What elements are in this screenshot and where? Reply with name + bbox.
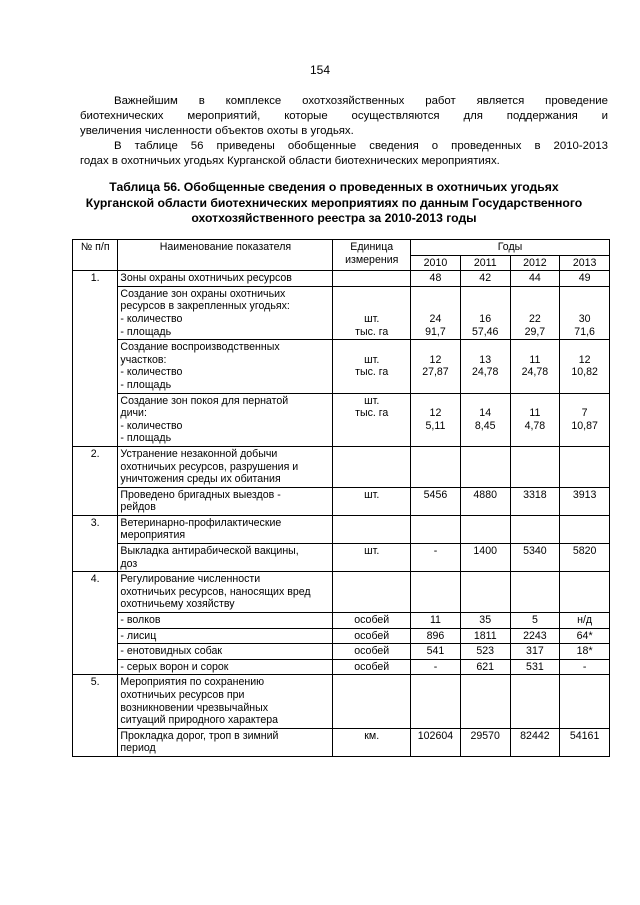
cell-value: 317 <box>510 644 560 660</box>
cell-number: 2. <box>73 446 118 515</box>
cell-value <box>411 675 461 728</box>
cell-value <box>411 515 461 543</box>
cell-value: 49 <box>560 271 610 287</box>
cell-value: 35 <box>460 613 510 629</box>
header-year: 2012 <box>510 255 560 271</box>
cell-value <box>460 515 510 543</box>
cell-unit <box>333 446 411 487</box>
table-title <box>60 180 608 227</box>
cell-value: 82442 <box>510 728 560 756</box>
cell-value <box>460 446 510 487</box>
table-title-line: Курганской области биотехнических мероприятиях по данным Государственного <box>85 195 583 210</box>
cell-value <box>411 446 461 487</box>
cell-value: - <box>560 659 610 675</box>
cell-value: 29570 <box>460 728 510 756</box>
cell-value: 24 91,7 <box>411 286 461 339</box>
cell-value <box>560 572 610 613</box>
cell-value: 16 57,46 <box>460 286 510 339</box>
cell-value: 5 <box>510 613 560 629</box>
paragraph-line: биотехнических мероприятий, которые осуществляются для поддержания и <box>80 110 608 122</box>
paragraph-line: увеличения численности объектов охоты в угодьях. <box>80 125 354 137</box>
header-year: 2011 <box>460 255 510 271</box>
cell-value <box>510 515 560 543</box>
cell-value: 30 71,6 <box>560 286 610 339</box>
paragraph-line: годах в охотничьих угодьях Курганской области биотехнических мероприятиях. <box>80 155 500 167</box>
table-row <box>73 675 610 728</box>
cell-number: 5. <box>73 675 118 757</box>
cell-number: 4. <box>73 572 118 675</box>
cell-number: 1. <box>73 271 118 447</box>
paragraph-table-reference <box>80 139 608 169</box>
cell-indicator-name: - енотовидных собак <box>118 644 333 660</box>
cell-indicator-name: Создание зон покоя для пернатой дичи: - количество - площадь <box>118 393 333 446</box>
cell-value: - <box>411 544 461 572</box>
cell-value: 64* <box>560 628 610 644</box>
table-row <box>73 271 610 287</box>
cell-value: 54161 <box>560 728 610 756</box>
table-row <box>73 659 610 675</box>
cell-value: 12 27,87 <box>411 340 461 393</box>
cell-value: 18* <box>560 644 610 660</box>
cell-value: 4880 <box>460 487 510 515</box>
page-number: 154 <box>309 63 331 77</box>
cell-value: 11 <box>411 613 461 629</box>
table-row <box>73 572 610 613</box>
table-row <box>73 446 610 487</box>
biotechnical-measures-table <box>72 239 610 757</box>
cell-value: 42 <box>460 271 510 287</box>
cell-indicator-name: Зоны охраны охотничьих ресурсов <box>118 271 333 287</box>
cell-value: 3318 <box>510 487 560 515</box>
cell-indicator-name: - волков <box>118 613 333 629</box>
cell-value: 11 24,78 <box>510 340 560 393</box>
cell-indicator-name: - серых ворон и сорок <box>118 659 333 675</box>
cell-unit <box>333 572 411 613</box>
cell-value: 102604 <box>411 728 461 756</box>
cell-value: 22 29,7 <box>510 286 560 339</box>
cell-unit <box>333 675 411 728</box>
cell-value <box>460 572 510 613</box>
cell-indicator-name: Устранение незаконной добычи охотничьих ресурсов, разрушения и уничтожения среды их обитания <box>118 446 333 487</box>
table-row <box>73 728 610 756</box>
cell-value <box>560 675 610 728</box>
cell-indicator-name: Регулирование численности охотничьих ресурсов, наносящих вред охотничьему хозяйству <box>118 572 333 613</box>
cell-value: 5456 <box>411 487 461 515</box>
header-number: № п/п <box>73 240 118 271</box>
table-row <box>73 515 610 543</box>
table-title-line: охотхозяйственного реестра за 2010-2013 годы <box>191 211 477 225</box>
cell-unit: км. <box>333 728 411 756</box>
cell-value: 2243 <box>510 628 560 644</box>
table-row <box>73 487 610 515</box>
table-row <box>73 628 610 644</box>
cell-value <box>411 572 461 613</box>
table-row <box>73 340 610 393</box>
cell-unit: особей <box>333 628 411 644</box>
cell-unit: особей <box>333 644 411 660</box>
table-row <box>73 286 610 339</box>
cell-value <box>460 675 510 728</box>
cell-unit: особей <box>333 659 411 675</box>
table-row <box>73 393 610 446</box>
cell-value <box>560 515 610 543</box>
cell-value: 14 8,45 <box>460 393 510 446</box>
cell-value: 541 <box>411 644 461 660</box>
cell-value <box>510 572 560 613</box>
cell-value: 12 5,11 <box>411 393 461 446</box>
cell-value: 1400 <box>460 544 510 572</box>
cell-value: 621 <box>460 659 510 675</box>
cell-unit: шт. тыс. га <box>333 393 411 446</box>
cell-value: 523 <box>460 644 510 660</box>
cell-indicator-name: Проведено бригадных выездов - рейдов <box>118 487 333 515</box>
cell-value: н/д <box>560 613 610 629</box>
table-row <box>73 613 610 629</box>
header-indicator-name: Наименование показателя <box>118 240 333 271</box>
cell-indicator-name: - лисиц <box>118 628 333 644</box>
cell-indicator-name: Ветеринарно-профилактические мероприятия <box>118 515 333 543</box>
cell-indicator-name: Создание зон охраны охотничьих ресурсов в закрепленных угодьях: - количество - площадь <box>118 286 333 339</box>
cell-value: 44 <box>510 271 560 287</box>
cell-value: 531 <box>510 659 560 675</box>
cell-value: 13 24,78 <box>460 340 510 393</box>
cell-value <box>510 675 560 728</box>
cell-indicator-name: Мероприятия по сохранению охотничьих ресурсов при возникновении чрезвычайных ситуаций природного характера <box>118 675 333 728</box>
cell-unit <box>333 271 411 287</box>
cell-value: 11 4,78 <box>510 393 560 446</box>
cell-unit: шт. тыс. га <box>333 340 411 393</box>
cell-value <box>560 446 610 487</box>
cell-value: 48 <box>411 271 461 287</box>
header-unit: Единица измерения <box>333 240 411 271</box>
paragraph-intro <box>80 94 608 139</box>
cell-indicator-name: Создание воспроизводственных участков: - количество - площадь <box>118 340 333 393</box>
cell-unit: шт. тыс. га <box>333 286 411 339</box>
cell-value: 1811 <box>460 628 510 644</box>
cell-unit: шт. <box>333 487 411 515</box>
header-year: 2010 <box>411 255 461 271</box>
cell-value: 3913 <box>560 487 610 515</box>
header-years: Годы <box>411 240 610 256</box>
cell-value: 7 10,87 <box>560 393 610 446</box>
paragraph-line: Важнейшим в комплексе охотхозяйственных работ является проведение <box>114 95 608 107</box>
cell-indicator-name: Прокладка дорог, троп в зимний период <box>118 728 333 756</box>
cell-value: 896 <box>411 628 461 644</box>
cell-value: 12 10,82 <box>560 340 610 393</box>
header-year: 2013 <box>560 255 610 271</box>
cell-unit: особей <box>333 613 411 629</box>
cell-indicator-name: Выкладка антирабической вакцины, доз <box>118 544 333 572</box>
table-title-line: Таблица 56. Обобщенные сведения о проведенных в охотничьих угодьях <box>109 180 559 194</box>
cell-value: 5820 <box>560 544 610 572</box>
cell-number: 3. <box>73 515 118 571</box>
cell-value: 5340 <box>510 544 560 572</box>
cell-unit <box>333 515 411 543</box>
cell-value <box>510 446 560 487</box>
table-row <box>73 644 610 660</box>
cell-unit: шт. <box>333 544 411 572</box>
cell-value: - <box>411 659 461 675</box>
paragraph-line: В таблице 56 приведены обобщенные сведения о проведенных в 2010-2013 <box>114 140 608 152</box>
table-row <box>73 544 610 572</box>
